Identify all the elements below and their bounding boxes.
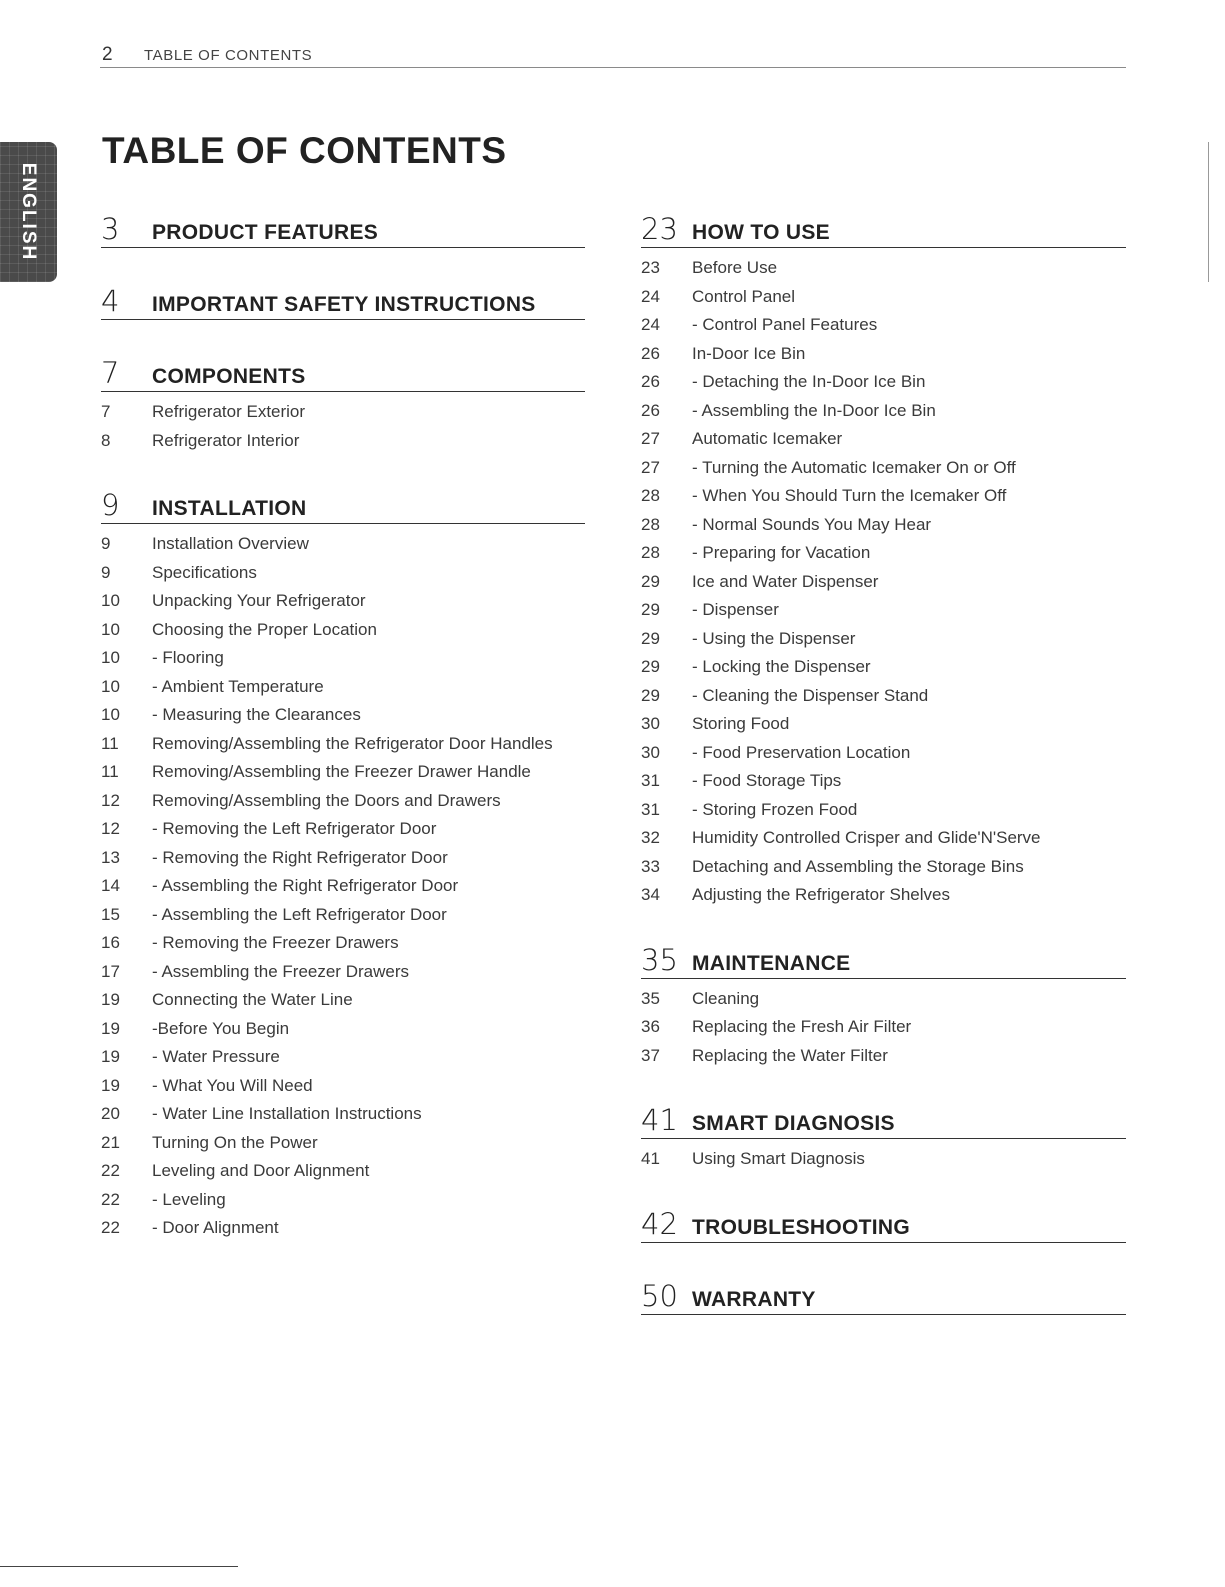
entry-page-number: 29 xyxy=(641,657,660,676)
entry-page-number: 26 xyxy=(641,372,660,391)
toc-entry[interactable] xyxy=(641,655,1126,679)
toc-section xyxy=(641,941,1126,1068)
footer-rule xyxy=(0,1566,238,1567)
toc-entry[interactable] xyxy=(101,931,585,955)
section-heading[interactable] xyxy=(641,210,1126,248)
entry-label: - Water Line Installation Instructions xyxy=(152,1104,422,1123)
section-page-number: 3 xyxy=(101,212,120,246)
entry-page-number: 29 xyxy=(641,628,660,648)
entry-label: - Water Pressure xyxy=(152,1047,280,1066)
toc-entry[interactable] xyxy=(101,429,585,453)
entry-page-number: 32 xyxy=(641,828,660,847)
entry-page-number: 16 xyxy=(101,933,120,952)
toc-entry[interactable] xyxy=(641,826,1126,850)
entry-page-number: 24 xyxy=(641,315,660,334)
section-page-number: 23 xyxy=(641,212,678,246)
entry-label: Removing/Assembling the Freezer Drawer Handle xyxy=(152,762,531,781)
section-title: WARRANTY xyxy=(692,1287,816,1311)
toc-entry[interactable] xyxy=(101,817,585,841)
toc-entry[interactable] xyxy=(641,456,1126,480)
entry-list xyxy=(641,256,1126,907)
entry-page-number: 21 xyxy=(101,1132,120,1152)
toc-entry[interactable] xyxy=(101,1216,585,1240)
toc-entry[interactable] xyxy=(641,598,1126,622)
entry-label: - Leveling xyxy=(152,1189,226,1209)
entry-page-number: 23 xyxy=(641,258,660,277)
entry-label: -Before You Begin xyxy=(152,1018,290,1038)
running-header xyxy=(100,44,1126,68)
entry-label: Installation Overview xyxy=(152,534,309,553)
section-page-number: 35 xyxy=(641,942,678,977)
entry-page-number: 19 xyxy=(101,1018,120,1038)
entry-list xyxy=(641,1147,1126,1171)
entry-label: - Measuring the Clearances xyxy=(152,705,361,724)
entry-label: Humidity Controlled Crisper and Glide'N'Serve xyxy=(692,828,1041,847)
toc-entry[interactable] xyxy=(641,741,1126,765)
toc-entry[interactable] xyxy=(641,627,1126,651)
entry-page-number: 10 xyxy=(101,591,120,610)
toc-section xyxy=(641,1277,1126,1315)
entry-label: Refrigerator Interior xyxy=(152,430,300,450)
entry-page-number: 22 xyxy=(101,1161,120,1180)
toc-entry[interactable] xyxy=(101,1188,585,1212)
toc-entry[interactable] xyxy=(101,1131,585,1155)
toc-entry[interactable] xyxy=(641,1147,1126,1171)
toc-entry[interactable] xyxy=(101,846,585,870)
entry-label: - When You Should Turn the Icemaker Off xyxy=(692,486,1007,505)
entry-label: - Normal Sounds You May Hear xyxy=(692,514,932,534)
entry-page-number: 22 xyxy=(101,1189,120,1209)
entry-label: Automatic Icemaker xyxy=(692,429,843,448)
toc-section xyxy=(101,210,585,248)
entry-list xyxy=(641,987,1126,1068)
toc-entry[interactable] xyxy=(641,855,1126,879)
entry-page-number: 27 xyxy=(641,429,660,448)
entry-page-number: 26 xyxy=(641,343,660,363)
entry-page-number: 19 xyxy=(101,1075,120,1095)
entry-page-number: 14 xyxy=(101,876,120,895)
toc-entry[interactable] xyxy=(101,589,585,613)
page-number: 2 xyxy=(102,44,113,65)
section-page-number: 41 xyxy=(641,1103,678,1137)
section-title: COMPONENTS xyxy=(152,365,306,388)
toc-entry[interactable] xyxy=(641,684,1126,708)
entry-page-number: 29 xyxy=(641,600,660,619)
entry-page-number: 28 xyxy=(641,514,660,534)
entry-page-number: 20 xyxy=(101,1104,120,1123)
entry-label: Control Panel xyxy=(692,286,796,306)
toc-entry[interactable] xyxy=(641,513,1126,537)
entry-label: - Assembling the Right Refrigerator Door xyxy=(152,876,459,895)
entry-label: - Food Preservation Location xyxy=(692,742,911,762)
section-page-number: 42 xyxy=(641,1206,678,1241)
entry-label: - Assembling the In-Door Ice Bin xyxy=(692,400,936,420)
margin-rule xyxy=(1208,142,1209,282)
toc-entry[interactable] xyxy=(101,760,585,784)
entry-page-number: 27 xyxy=(641,457,660,477)
toc-entry[interactable] xyxy=(641,1015,1126,1039)
entry-page-number: 9 xyxy=(101,534,111,553)
entry-label: - What You Will Need xyxy=(152,1075,313,1095)
toc-entry[interactable] xyxy=(101,874,585,898)
entry-page-number: 11 xyxy=(101,762,119,781)
entry-page-number: 28 xyxy=(641,486,660,505)
entry-page-number: 41 xyxy=(641,1149,660,1168)
entry-label: Cleaning xyxy=(692,988,760,1008)
entry-label: - Assembling the Freezer Drawers xyxy=(152,961,409,981)
toc-left-column xyxy=(101,210,585,1274)
entry-page-number: 15 xyxy=(101,904,120,924)
toc-entry[interactable] xyxy=(641,541,1126,565)
entry-page-number: 36 xyxy=(641,1017,660,1036)
page-title: TABLE OF CONTENTS xyxy=(102,130,507,171)
entry-page-number: 11 xyxy=(101,733,119,753)
entry-label: Storing Food xyxy=(692,714,790,733)
section-heading[interactable] xyxy=(641,1101,1126,1139)
section-heading[interactable] xyxy=(641,1277,1126,1315)
entry-page-number: 10 xyxy=(101,648,120,667)
language-tab-label: ENGLISH xyxy=(18,162,39,262)
entry-list xyxy=(101,532,585,1240)
entry-label: - Assembling the Left Refrigerator Door xyxy=(152,904,447,924)
entry-label: - Storing Frozen Food xyxy=(692,799,858,819)
toc-entry[interactable] xyxy=(101,1074,585,1098)
entry-page-number: 19 xyxy=(101,990,120,1009)
entry-page-number: 10 xyxy=(101,619,120,639)
entry-page-number: 17 xyxy=(101,961,120,981)
entry-label: In-Door Ice Bin xyxy=(692,343,806,363)
toc-entry[interactable] xyxy=(641,256,1126,280)
entry-label: Detaching and Assembling the Storage Bins xyxy=(692,856,1024,876)
section-title: IMPORTANT SAFETY INSTRUCTIONS xyxy=(152,293,536,316)
section-page-number: 7 xyxy=(101,356,120,390)
entry-page-number: 37 xyxy=(641,1045,660,1065)
entry-page-number: 30 xyxy=(641,714,660,733)
toc-entry[interactable] xyxy=(641,399,1126,423)
entry-label: Replacing the Water Filter xyxy=(692,1045,888,1065)
entry-label: - Using the Dispenser xyxy=(692,628,856,648)
entry-page-number: 12 xyxy=(101,819,120,838)
toc-entry[interactable] xyxy=(101,1017,585,1041)
section-title: PRODUCT FEATURES xyxy=(152,221,379,244)
toc-entry[interactable] xyxy=(101,732,585,756)
entry-page-number: 8 xyxy=(101,430,111,450)
section-title: MAINTENANCE xyxy=(692,951,851,975)
entry-label: Ice and Water Dispenser xyxy=(692,571,879,591)
toc-entry[interactable] xyxy=(641,798,1126,822)
entry-list xyxy=(101,400,585,452)
section-heading[interactable] xyxy=(641,941,1126,979)
entry-page-number: 28 xyxy=(641,543,660,562)
toc-entry[interactable] xyxy=(101,960,585,984)
toc-entry[interactable] xyxy=(641,285,1126,309)
entry-label: - Cleaning the Dispenser Stand xyxy=(692,685,929,705)
toc-entry[interactable] xyxy=(101,789,585,813)
toc-entry[interactable] xyxy=(101,903,585,927)
entry-label: - Dispenser xyxy=(692,600,779,619)
toc-section xyxy=(101,282,585,320)
toc-entry[interactable] xyxy=(101,400,585,424)
entry-label: Removing/Assembling the Refrigerator Door Handles xyxy=(152,733,553,753)
toc-entry[interactable] xyxy=(101,618,585,642)
toc-entry[interactable] xyxy=(641,769,1126,793)
section-title: SMART DIAGNOSIS xyxy=(692,1112,895,1135)
entry-label: - Locking the Dispenser xyxy=(692,657,871,676)
toc-right-column xyxy=(641,210,1126,1349)
entry-label: Using Smart Diagnosis xyxy=(692,1149,865,1168)
section-title: TROUBLESHOOTING xyxy=(692,1215,910,1239)
entry-label: Connecting the Water Line xyxy=(152,990,353,1009)
entry-label: Replacing the Fresh Air Filter xyxy=(692,1017,912,1036)
toc-entry[interactable] xyxy=(101,1102,585,1126)
section-page-number: 50 xyxy=(641,1278,678,1313)
toc-entry[interactable] xyxy=(641,370,1126,394)
toc-entry[interactable] xyxy=(101,1159,585,1183)
section-heading[interactable] xyxy=(101,282,585,320)
section-heading[interactable] xyxy=(641,1205,1126,1243)
entry-page-number: 33 xyxy=(641,856,660,876)
entry-label: - Flooring xyxy=(152,648,224,667)
entry-page-number: 10 xyxy=(101,705,120,724)
toc-entry[interactable] xyxy=(641,570,1126,594)
entry-page-number: 26 xyxy=(641,400,660,420)
toc-entry[interactable] xyxy=(101,703,585,727)
entry-label: Removing/Assembling the Doors and Drawers xyxy=(152,790,501,810)
entry-label: - Removing the Left Refrigerator Door xyxy=(152,819,437,838)
toc-entry[interactable] xyxy=(641,484,1126,508)
entry-label: - Ambient Temperature xyxy=(152,676,324,696)
entry-page-number: 7 xyxy=(101,402,111,421)
entry-page-number: 24 xyxy=(641,286,660,306)
toc-section xyxy=(641,1101,1126,1171)
toc-section xyxy=(101,486,585,1240)
entry-label: - Turning the Automatic Icemaker On or Off xyxy=(692,457,1016,477)
entry-label: Turning On the Power xyxy=(152,1132,318,1152)
entry-label: Refrigerator Exterior xyxy=(152,402,306,421)
entry-page-number: 31 xyxy=(641,799,660,819)
entry-label: - Food Storage Tips xyxy=(692,771,842,790)
entry-label: - Detaching the In-Door Ice Bin xyxy=(692,372,926,391)
entry-page-number: 9 xyxy=(101,562,111,582)
entry-page-number: 10 xyxy=(101,676,120,696)
toc-entry[interactable] xyxy=(641,1044,1126,1068)
toc-entry[interactable] xyxy=(641,427,1126,451)
entry-label: Before Use xyxy=(692,258,778,277)
section-heading[interactable] xyxy=(101,210,585,248)
entry-page-number: 29 xyxy=(641,685,660,705)
entry-label: - Control Panel Features xyxy=(692,315,878,334)
toc-section xyxy=(641,210,1126,907)
entry-page-number: 19 xyxy=(101,1047,120,1066)
toc-entry[interactable] xyxy=(641,342,1126,366)
toc-entry[interactable] xyxy=(641,883,1126,907)
entry-page-number: 30 xyxy=(641,742,660,762)
entry-label: - Removing the Freezer Drawers xyxy=(152,933,399,952)
section-heading[interactable] xyxy=(101,486,585,524)
entry-label: Specifications xyxy=(152,562,257,582)
running-title: TABLE OF CONTENTS xyxy=(144,47,313,64)
toc-entry[interactable] xyxy=(101,646,585,670)
section-page-number: 4 xyxy=(101,284,120,318)
toc-entry[interactable] xyxy=(101,675,585,699)
entry-label: - Removing the Right Refrigerator Door xyxy=(152,847,448,867)
entry-page-number: 35 xyxy=(641,988,660,1008)
entry-label: Leveling and Door Alignment xyxy=(152,1161,370,1180)
entry-page-number: 31 xyxy=(641,771,660,790)
entry-page-number: 22 xyxy=(101,1218,120,1237)
toc-entry[interactable] xyxy=(101,532,585,556)
section-page-number: 9 xyxy=(101,488,120,522)
section-title: HOW TO USE xyxy=(692,221,830,244)
entry-page-number: 29 xyxy=(641,571,660,591)
toc-entry[interactable] xyxy=(101,561,585,585)
entry-label: - Door Alignment xyxy=(152,1218,279,1237)
entry-page-number: 34 xyxy=(641,885,660,904)
toc-entry[interactable] xyxy=(641,987,1126,1011)
section-heading[interactable] xyxy=(101,354,585,392)
entry-label: - Preparing for Vacation xyxy=(692,543,871,562)
entry-page-number: 12 xyxy=(101,790,120,810)
toc-entry[interactable] xyxy=(641,712,1126,736)
entry-label: Adjusting the Refrigerator Shelves xyxy=(692,885,950,904)
entry-page-number: 13 xyxy=(101,847,120,867)
toc-entry[interactable] xyxy=(101,1045,585,1069)
toc-section xyxy=(101,354,585,452)
entry-label: Choosing the Proper Location xyxy=(152,619,377,639)
entry-label: Unpacking Your Refrigerator xyxy=(152,591,366,610)
section-title: INSTALLATION xyxy=(152,497,307,520)
toc-entry[interactable] xyxy=(101,988,585,1012)
toc-section xyxy=(641,1205,1126,1243)
toc-entry[interactable] xyxy=(641,313,1126,337)
language-tab xyxy=(0,142,57,282)
